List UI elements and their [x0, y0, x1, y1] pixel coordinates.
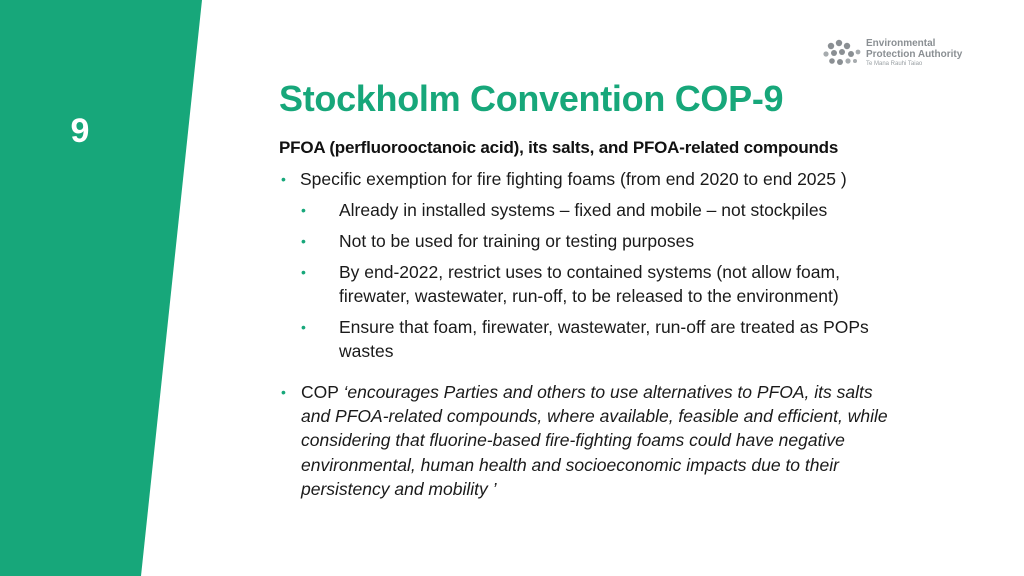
sub-bullet-restrict-line-1: By end-2022, restrict uses to contained systems (not allow foam,: [339, 262, 840, 282]
cop-quote-line-5: persistency and mobility ’: [301, 479, 497, 499]
bullet-cop-line-1: [301, 380, 873, 405]
page-subtitle: PFOA (perfluorooctanoic acid), its salts, and PFOA-related compounds: [279, 138, 839, 157]
sub-bullet-marker: •: [301, 202, 306, 218]
cop-prefix: COP: [301, 382, 344, 402]
sub-bullet-wastes-line-1: Ensure that foam, firewater, wastewater, run-off are treated as POPs: [339, 317, 869, 337]
slide-number: 9: [70, 112, 90, 150]
bullet-marker: •: [281, 171, 286, 187]
epa-logo-icon: [822, 36, 862, 70]
page-title: Stockholm Convention COP-9: [279, 78, 784, 119]
logo-line-3: Te Mana Rauhi Taiao: [866, 61, 923, 67]
sub-bullet-marker: •: [301, 233, 306, 249]
logo-line-2: Protection Authority: [866, 49, 963, 60]
epa-logo: [822, 36, 962, 70]
sub-bullet-installed: Already in installed systems – fixed and mobile – not stockpiles: [339, 200, 828, 220]
side-panel: [0, 0, 202, 576]
sub-bullet-marker: •: [301, 264, 306, 280]
sub-bullet-wastes-line-2: wastes: [339, 341, 394, 361]
bullet-exemption: Specific exemption for fire fighting foams (from end 2020 to end 2025 ): [300, 169, 847, 189]
side-panel-shape: [0, 0, 202, 576]
sub-bullet-training: Not to be used for training or testing purposes: [339, 231, 695, 251]
sub-bullet-marker: •: [301, 319, 306, 335]
logo-line-1: Environmental: [866, 38, 936, 49]
cop-quote-line-1: ‘encourages Parties and others to use alternatives to PFOA, its salts: [343, 382, 873, 402]
cop-quote-line-4: environmental, human health and socioeconomic impacts due to their: [301, 455, 839, 475]
cop-quote-line-3: considering that fluorine-based fire-fighting foams could have negative: [301, 430, 845, 450]
sub-bullet-restrict-line-2: firewater, wastewater, run-off, to be released to the environment): [339, 286, 839, 306]
cop-quote-line-2: and PFOA-related compounds, where available, feasible and efficient, while: [301, 406, 888, 426]
bullet-marker: •: [281, 384, 286, 400]
